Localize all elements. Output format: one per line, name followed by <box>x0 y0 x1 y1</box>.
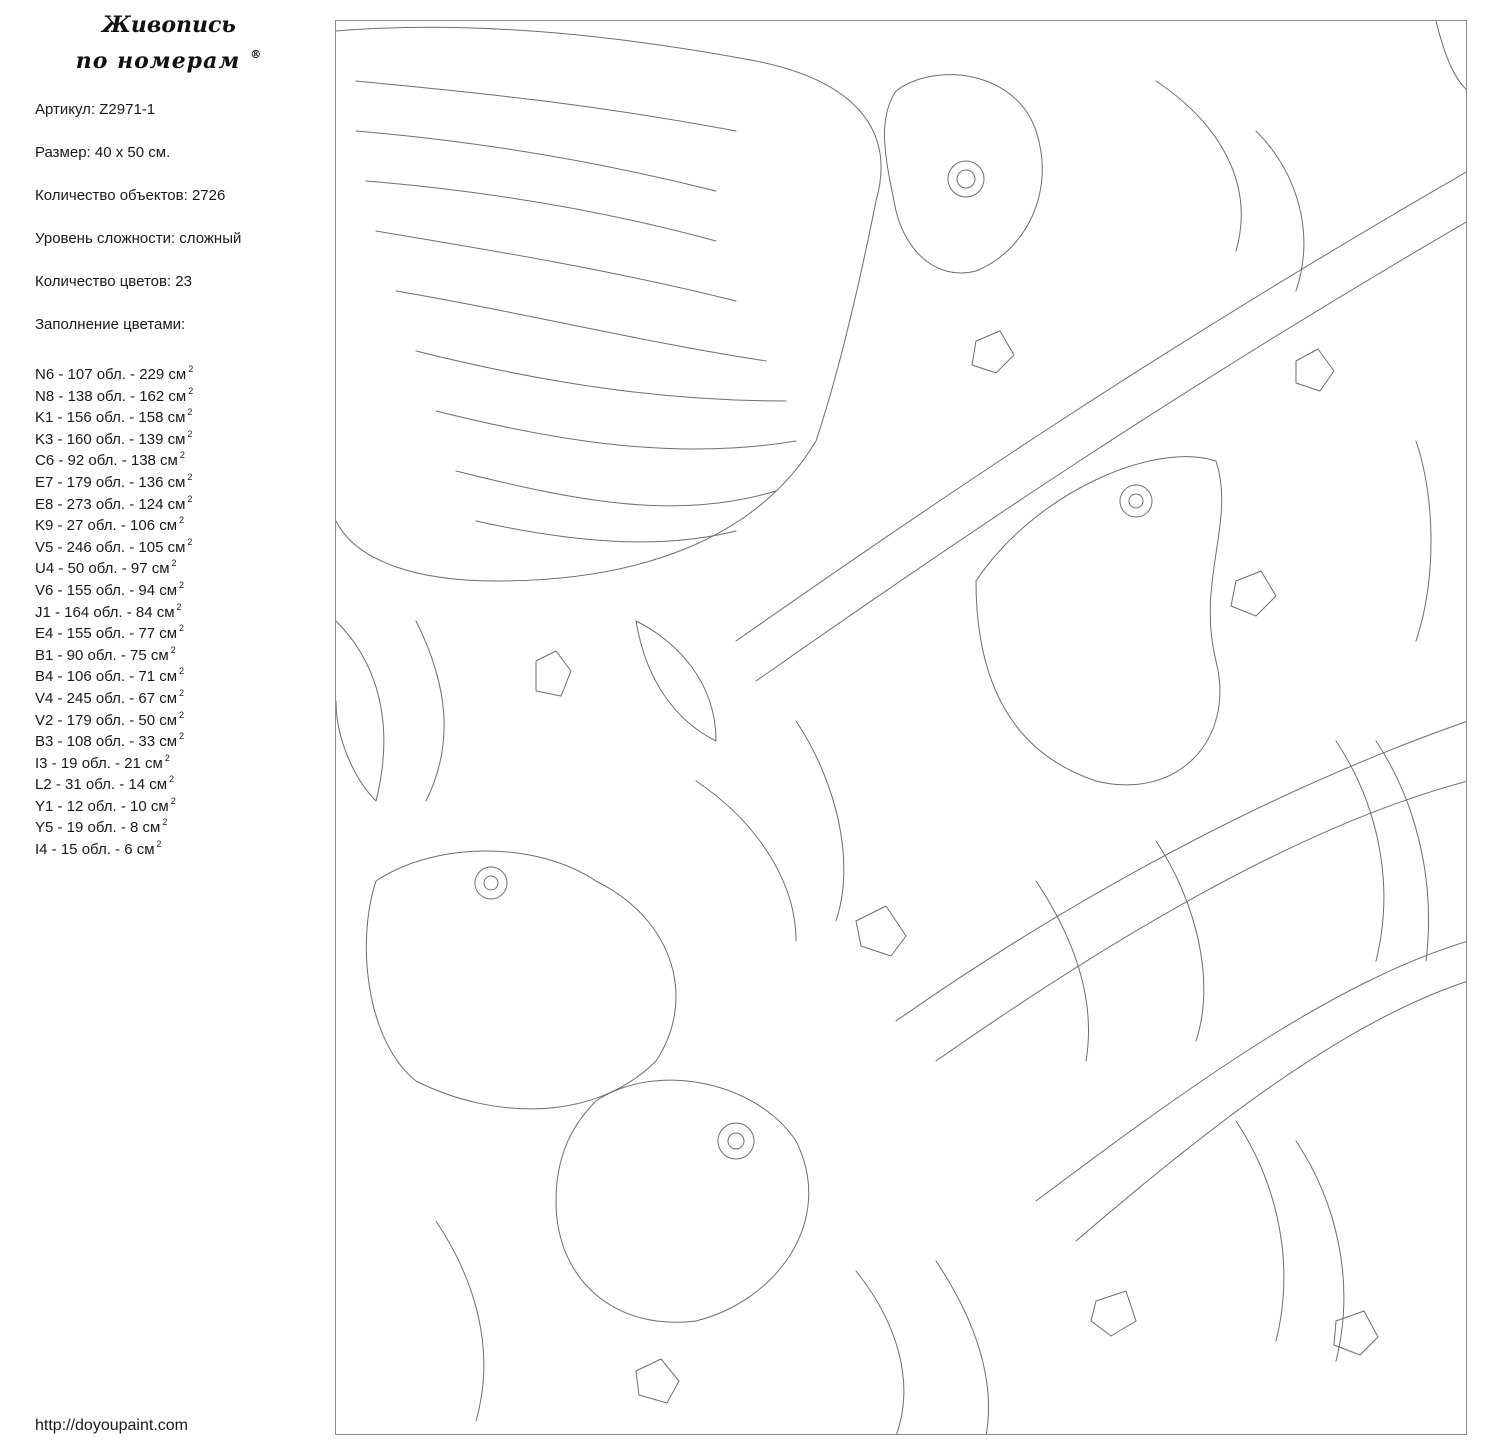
color-fill-row <box>35 445 193 470</box>
difficulty-level: Уровень сложности: сложный <box>35 230 242 247</box>
superscript-2: 2 <box>187 536 193 547</box>
color-fill-text: N6 - 107 обл. - 229 см <box>35 366 187 383</box>
bird-eye-inner <box>484 876 498 890</box>
leaf-outline <box>796 721 844 921</box>
superscript-2: 2 <box>164 752 170 763</box>
feather-line <box>456 471 776 506</box>
color-fill-text: V4 - 245 обл. - 67 см <box>35 689 178 707</box>
branch-line <box>1076 981 1467 1241</box>
bird-middle <box>976 457 1222 785</box>
leaf-outline <box>1256 131 1304 291</box>
color-fill-text: Y5 - 19 обл. - 8 см <box>35 819 161 837</box>
color-fill-row <box>35 424 193 446</box>
texture-patch <box>972 331 1014 373</box>
color-fill-text: V5 - 246 обл. - 105 см <box>35 538 186 556</box>
coloring-canvas <box>335 20 1467 1435</box>
branch-line <box>736 171 1467 641</box>
superscript-2: 2 <box>179 579 185 590</box>
brand-title-line1: Живопись <box>102 12 236 38</box>
superscript-2: 2 <box>187 493 193 504</box>
website-link[interactable]: http://doyoupaint.com <box>35 1417 188 1434</box>
superscript-2: 2 <box>187 471 193 482</box>
color-fill-row <box>35 661 193 686</box>
leaf-outline <box>856 1271 904 1435</box>
registered-mark: ® <box>250 48 263 61</box>
colors-count: Количество цветов: 23 <box>35 273 192 290</box>
superscript-2: 2 <box>179 709 185 720</box>
color-fill-row <box>35 402 193 427</box>
color-fill-row <box>35 359 193 381</box>
bird-lower <box>366 851 676 1109</box>
color-fill-row <box>35 726 193 751</box>
superscript-2: 2 <box>188 385 194 396</box>
leaf-outline <box>1036 881 1089 1061</box>
color-fill-text: B1 - 90 обл. - 75 см <box>35 646 169 664</box>
article-number: Артикул: Z2971-1 <box>35 101 156 118</box>
texture-patch <box>1091 1291 1136 1336</box>
color-fill-text: K1 - 156 обл. - 158 см <box>35 409 186 427</box>
color-fill-text: C6 - 92 обл. - 138 см <box>35 452 178 470</box>
leaf-outline <box>436 1221 484 1421</box>
leaf-outline <box>1236 1121 1284 1341</box>
color-fill-row <box>35 683 193 705</box>
leaf-outline <box>1156 841 1204 1041</box>
feather-line <box>356 81 736 131</box>
branch-line <box>896 721 1467 1021</box>
superscript-2: 2 <box>170 795 176 806</box>
color-fill-row <box>35 748 193 770</box>
superscript-2: 2 <box>162 817 168 828</box>
color-fill-row <box>35 381 193 403</box>
size-info: Размер: 40 х 50 см. <box>35 144 171 161</box>
leaf-outline <box>1436 21 1467 91</box>
color-fill-text: B4 - 106 обл. - 71 см <box>35 668 178 686</box>
leaf-outline <box>1416 441 1431 641</box>
superscript-2: 2 <box>179 450 185 461</box>
color-fill-row <box>35 532 193 554</box>
superscript-2: 2 <box>176 601 182 612</box>
color-fill-text: E8 - 273 обл. - 124 см <box>35 495 186 513</box>
color-fill-text: B3 - 108 обл. - 33 см <box>35 733 178 751</box>
feather-line <box>416 351 786 401</box>
branch-line <box>1036 941 1467 1201</box>
color-fill-text: I4 - 15 обл. - 6 см <box>35 841 155 859</box>
outline-drawing <box>336 21 1467 1435</box>
leaf-outline <box>1376 741 1429 961</box>
brand-logo <box>60 10 300 76</box>
superscript-2: 2 <box>187 407 193 418</box>
color-fill-row <box>35 812 193 837</box>
feather-line <box>476 521 736 542</box>
brand-title-line2 <box>60 40 300 76</box>
bird-eye-inner <box>728 1133 744 1149</box>
color-fill-row <box>35 597 193 619</box>
texture-patch <box>1334 1311 1378 1355</box>
color-fill-row <box>35 640 193 662</box>
leaf-outline <box>636 621 716 741</box>
leaf-outline <box>1156 81 1241 251</box>
superscript-2: 2 <box>171 558 177 569</box>
superscript-2: 2 <box>169 774 175 785</box>
color-fill-text: E4 - 155 обл. - 77 см <box>35 625 178 643</box>
product-info <box>35 100 241 358</box>
color-fill-text: K3 - 160 обл. - 139 см <box>35 430 186 448</box>
color-fill-row <box>35 834 193 859</box>
leaf-outline <box>936 1261 989 1435</box>
color-fill-row <box>35 510 193 535</box>
color-fill-text: V2 - 179 обл. - 50 см <box>35 711 178 729</box>
superscript-2: 2 <box>179 666 185 677</box>
color-fill-row <box>35 618 193 643</box>
superscript-2: 2 <box>179 687 185 698</box>
texture-patch <box>636 1359 679 1403</box>
color-fill-row <box>35 467 193 489</box>
feather-line <box>436 411 796 449</box>
feather-line <box>356 131 716 191</box>
brand-title-line2-text: по номерам <box>75 48 241 74</box>
bird-lower-center <box>556 1080 809 1322</box>
color-fill-row <box>35 575 193 597</box>
bird-outline-upper <box>336 27 881 581</box>
bird-eye <box>1120 485 1152 517</box>
leaf-outline <box>696 781 796 941</box>
color-fill-text: Y1 - 12 обл. - 10 см <box>35 797 169 815</box>
leaf-outline <box>416 621 444 801</box>
color-fill-text: J1 - 164 обл. - 84 см <box>35 603 175 621</box>
superscript-2: 2 <box>156 839 162 850</box>
fill-heading: Заполнение цветами: <box>35 316 186 333</box>
feather-line <box>366 181 716 241</box>
color-fill-row <box>35 553 193 578</box>
color-fill-row <box>35 769 193 794</box>
texture-patch <box>856 906 906 956</box>
superscript-2: 2 <box>188 364 194 374</box>
bird-eye-inner <box>1129 494 1143 508</box>
objects-count: Количество объектов: 2726 <box>35 187 226 204</box>
bird-eye <box>718 1123 754 1159</box>
color-fill-list <box>35 359 194 859</box>
color-fill-text: V6 - 155 обл. - 94 см <box>35 581 178 599</box>
bird-eye <box>475 867 507 899</box>
bird-eye <box>948 161 984 197</box>
bird-head-top <box>884 75 1042 273</box>
bird-eye-inner <box>957 170 975 188</box>
branch-line <box>756 221 1467 681</box>
color-fill-text: K9 - 27 обл. - 106 см <box>35 517 178 535</box>
color-fill-row <box>35 791 193 813</box>
color-fill-text: I3 - 19 обл. - 21 см <box>35 754 163 772</box>
color-fill-row <box>35 705 193 727</box>
texture-patch <box>1296 349 1334 391</box>
feather-line <box>396 291 766 361</box>
feather-line <box>376 231 736 301</box>
color-fill-text: N8 - 138 обл. - 162 см <box>35 387 187 405</box>
superscript-2: 2 <box>187 428 193 439</box>
leaf-outline <box>1296 1141 1344 1361</box>
leaf-outline <box>336 621 384 801</box>
color-fill-row <box>35 489 193 511</box>
texture-patch <box>1231 571 1276 616</box>
color-fill-text: L2 - 31 обл. - 14 см <box>35 776 168 794</box>
texture-patch <box>536 651 571 696</box>
superscript-2: 2 <box>179 731 185 742</box>
color-fill-text: U4 - 50 обл. - 97 см <box>35 560 170 578</box>
leaf-outline <box>1336 741 1384 961</box>
color-fill-text: E7 - 179 обл. - 136 см <box>35 473 186 491</box>
superscript-2: 2 <box>170 644 176 655</box>
superscript-2: 2 <box>179 623 185 634</box>
superscript-2: 2 <box>179 515 185 526</box>
